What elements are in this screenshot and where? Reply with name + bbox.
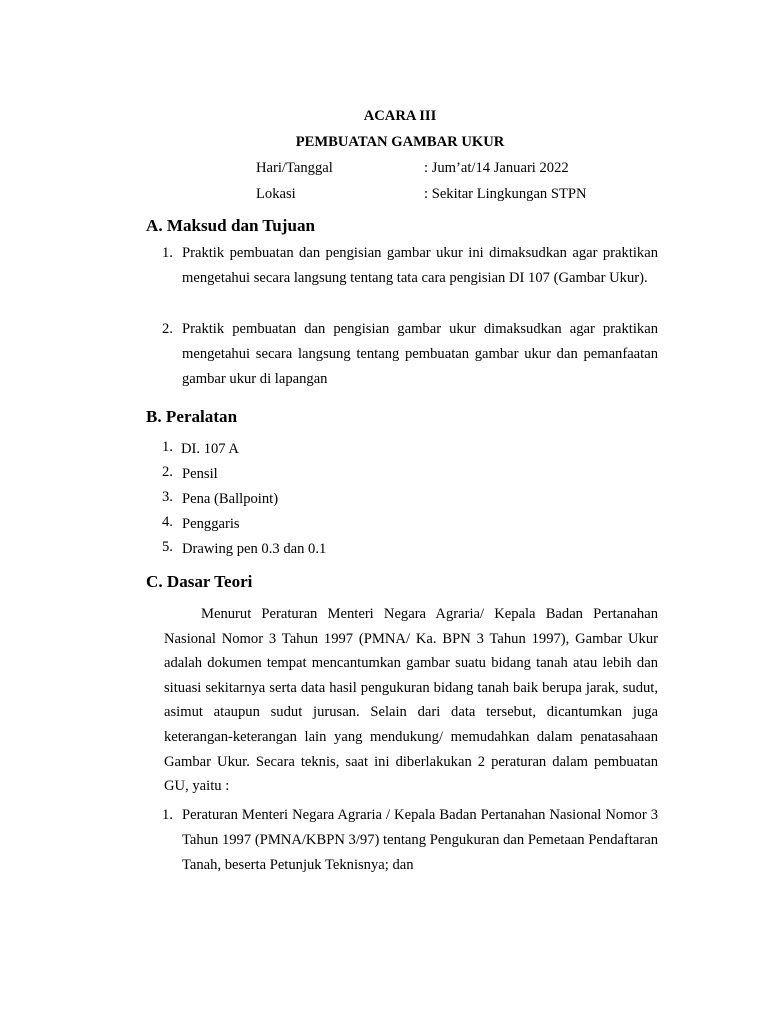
body-paragraph: Menurut Peraturan Menteri Negara Agraria/ Kepala Badan Pertanahan Nasional Nomor 3 Tahun 1997 (PMNA/ Ka. BPN 3 Tahun 1997), Gambar Ukur adalah dokumen tempat mencantumkan gambar suatu bidang tanah atau lebih dan situasi sekitarnya serta data hasil pengukuran bidang tanah baik berupa jarak, sudut, asimut ataupun sudut jurusan. Selain dari data tersebut, dicantumkan juga keterangan-keterangan lain yang mendukung/ memudahkan dalam penatasahaan Gambar Ukur. Secara teknis, saat ini diberlakukan 2 peraturan dalam pembuatan GU, yaitu : xyxy=(164,606,658,795)
list-number: 1. xyxy=(162,439,173,455)
section-heading-a: A. Maksud dan Tujuan xyxy=(146,216,315,235)
list-text: DI. 107 A xyxy=(181,441,239,457)
meta-value: : Jum’at/14 Januari 2022 xyxy=(424,160,569,176)
list-text: Drawing pen 0.3 dan 0.1 xyxy=(182,541,327,557)
list-number: 1. xyxy=(162,807,173,823)
list-text: Peraturan Menteri Negara Agraria / Kepala Badan Pertanahan Nasional Nomor 3 Tahun 1997 (PMNA/KBPN 3/97) tentang Pengukuran dan Pemetaan Pendaftaran Tanah, beserta Petunjuk Teknisnya; dan xyxy=(182,807,658,873)
list-number: 2. xyxy=(162,464,173,480)
list-text: Penggaris xyxy=(182,516,240,532)
list-text: Pensil xyxy=(182,466,218,482)
document-title: ACARA III xyxy=(363,108,437,124)
document-subtitle: PEMBUATAN GAMBAR UKUR xyxy=(295,134,505,150)
meta-value: : Sekitar Lingkungan STPN xyxy=(424,186,587,202)
list-text: Praktik pembuatan dan pengisian gambar ukur dimaksudkan agar praktikan mengetahui secara langsung tentang pembuatan gambar ukur dan pemanfaatan gambar ukur di lapangan xyxy=(182,321,658,387)
section-heading-c: C. Dasar Teori xyxy=(146,572,253,591)
meta-label: Lokasi xyxy=(256,186,296,202)
list-text: Pena (Ballpoint) xyxy=(182,491,279,507)
list-number: 2. xyxy=(162,321,173,337)
list-number: 4. xyxy=(162,514,173,530)
list-number: 5. xyxy=(162,539,173,555)
meta-label: Hari/Tanggal xyxy=(256,160,333,176)
list-number: 1. xyxy=(162,245,173,261)
list-number: 3. xyxy=(162,489,173,505)
list-text: Praktik pembuatan dan pengisian gambar ukur ini dimaksudkan agar praktikan mengetahui secara langsung tentang tata cara pengisian DI 107 (Gambar Ukur). xyxy=(182,245,658,286)
section-heading-b: B. Peralatan xyxy=(146,407,238,426)
